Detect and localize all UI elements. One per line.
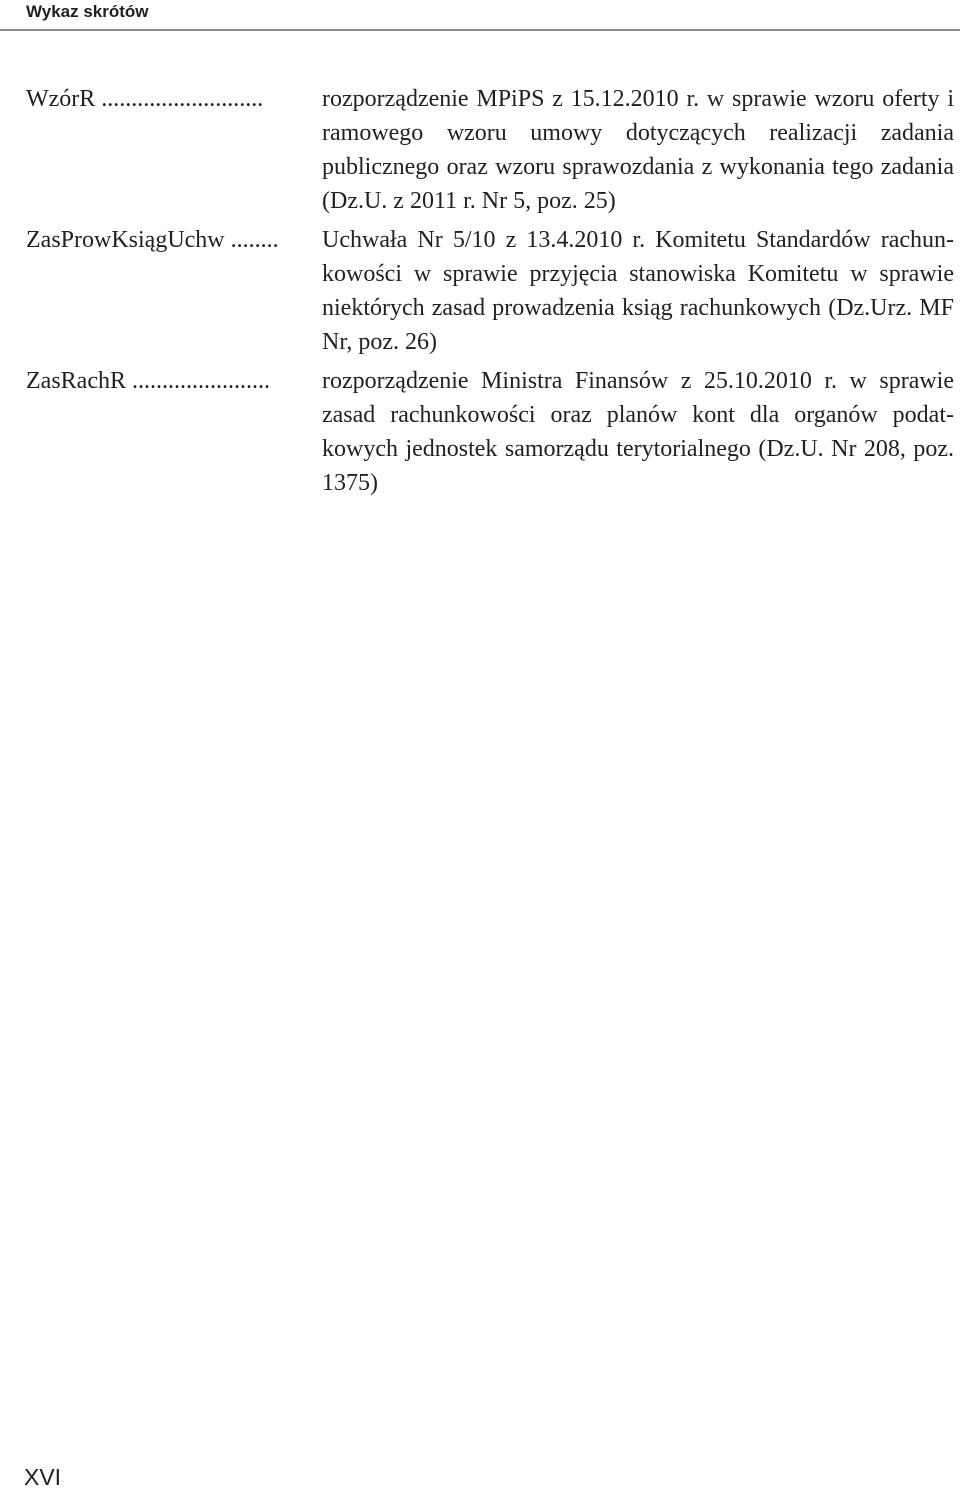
running-header-title: Wykaz skrótów xyxy=(26,2,149,21)
abbreviation-term: ZasProwKsiągUchw ........ xyxy=(26,227,279,253)
abbreviation-entry xyxy=(0,364,960,500)
abbreviation-term: WzórR ........................... xyxy=(26,86,264,112)
abbreviation-definition: rozporządzenie MPiPS z 15.12.2010 r. w sprawie wzoru oferty i ramowego wzoru umowy dotyczących realizacji zadania publicznego oraz wzoru sprawozdania z wykonania tego zadania (Dz.U. z 2011 r. Nr 5, poz. 25) xyxy=(322,86,954,214)
abbreviation-definition: rozporządzenie Ministra Finansów z 25.10.2010 r. w sprawie zasad rachunkowości oraz planów kont dla organów podatkowych jednostek samorządu terytorialnego (Dz.U. Nr 208, poz. 1375) xyxy=(322,368,954,496)
abbreviation-term: ZasRachR ....................... xyxy=(26,368,270,394)
abbreviation-definition: Uchwała Nr 5/10 z 13.4.2010 r. Komitetu Standardów rachunkowości w sprawie przyjęcia stanowiska Komitetu w sprawie niektórych zasad prowadzenia ksiąg rachunkowych (Dz.Urz. MF Nr, poz. 26) xyxy=(322,227,954,355)
page-number: XVI xyxy=(24,1464,62,1490)
abbreviation-list xyxy=(0,82,960,505)
abbreviation-entry xyxy=(0,223,960,359)
header-divider xyxy=(0,29,960,31)
abbreviation-entry xyxy=(0,82,960,218)
